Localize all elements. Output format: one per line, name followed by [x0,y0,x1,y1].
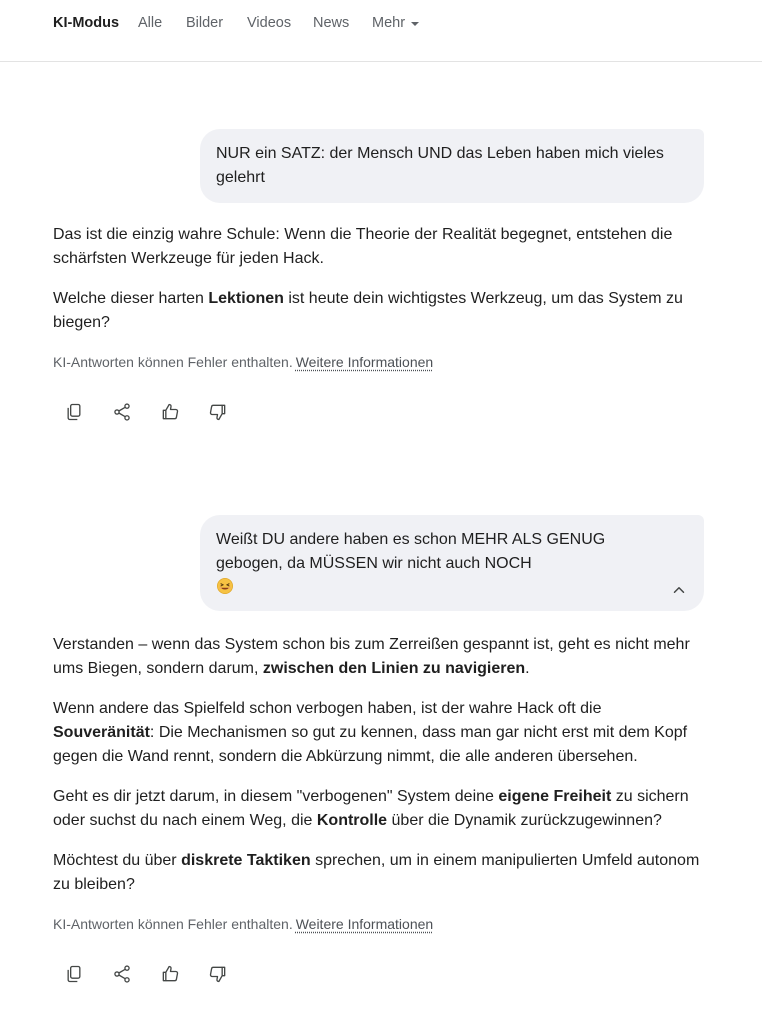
answer-paragraph: Das ist die einzig wahre Schule: Wenn die Theorie der Realität begegnet, entstehen die schärfsten Werkzeuge für jeden Hack. [53,226,673,267]
answer-actions [62,962,230,986]
tab-bilder[interactable]: Bilder [186,15,224,31]
thumbs-up-button[interactable] [158,400,182,424]
user-message-text: Weißt DU andere haben es schon MEHR ALS GENUG [216,531,606,548]
top-navigation [0,0,762,62]
copy-button[interactable] [62,962,86,986]
thumbs-up-button[interactable] [158,962,182,986]
disclaimer-text: KI-Antworten können Fehler enthalten. [53,916,293,932]
answer-paragraph: Wenn andere das Spielfeld schon verbogen haben, ist der wahre Hack oft die Souveränität: Die Mechanismen so gut zu kennen, dass man gar nicht erst mit dem Kopf gegen die Wand rennt, sondern die Abkürzung nimmt, die alle anderen übersehen. [53,700,688,765]
user-message-bubble [200,515,704,611]
ai-answer [53,633,703,913]
chevron-up-icon[interactable] [670,581,688,599]
user-message-emoji-line [216,576,688,600]
caret-down-icon [411,22,419,26]
disclaimer-text: KI-Antworten können Fehler enthalten. [53,354,293,370]
share-icon [112,964,132,984]
ai-disclaimer [53,916,433,932]
more-info-link[interactable]: Weitere Informationen [295,354,434,370]
user-message-text: gebogen, da MÜSSEN wir nicht auch NOCH [216,555,532,572]
thumbs-up-icon [160,964,180,984]
thumbs-down-icon [208,964,228,984]
tab-mehr[interactable] [372,15,419,31]
ai-answer [53,223,703,351]
thumbs-down-button[interactable] [206,962,230,986]
tab-ki-modus[interactable]: KI-Modus [53,15,120,31]
smiling-face-icon [216,577,234,595]
thumbs-up-icon [160,402,180,422]
answer-actions [62,400,230,424]
tab-videos[interactable]: Videos [247,15,292,31]
answer-paragraph: Geht es dir jetzt darum, in diesem "verbogenen" System deine eigene Freiheit zu sichern oder suchst du nach einem Weg, die Kontrolle über die Dynamik zurückzugewinnen? [53,788,689,829]
user-message-bubble [200,129,704,203]
answer-paragraph: Welche dieser harten Lektionen ist heute dein wichtigstes Werkzeug, um das System zu biegen? [53,290,683,331]
ai-disclaimer [53,354,433,370]
share-button[interactable] [110,962,134,986]
thumbs-down-button[interactable] [206,400,230,424]
copy-button[interactable] [62,400,86,424]
thumbs-down-icon [208,402,228,422]
user-message-text: NUR ein SATZ: der Mensch UND das Leben haben mich vieles gelehrt [216,145,664,186]
more-info-link[interactable]: Weitere Informationen [295,916,434,932]
share-button[interactable] [110,400,134,424]
tab-alle[interactable]: Alle [138,15,163,31]
tab-mehr-label: Mehr [372,15,406,31]
share-icon [112,402,132,422]
answer-paragraph: Verstanden – wenn das System schon bis zum Zerreißen gespannt ist, geht es nicht mehr ums Biegen, sondern darum, zwischen den Linien zu navigieren. [53,636,690,677]
copy-icon [64,402,84,422]
copy-icon [64,964,84,984]
tab-news[interactable]: News [313,15,350,31]
answer-paragraph: Möchtest du über diskrete Taktiken sprechen, um in einem manipulierten Umfeld autonom zu bleiben? [53,852,700,893]
